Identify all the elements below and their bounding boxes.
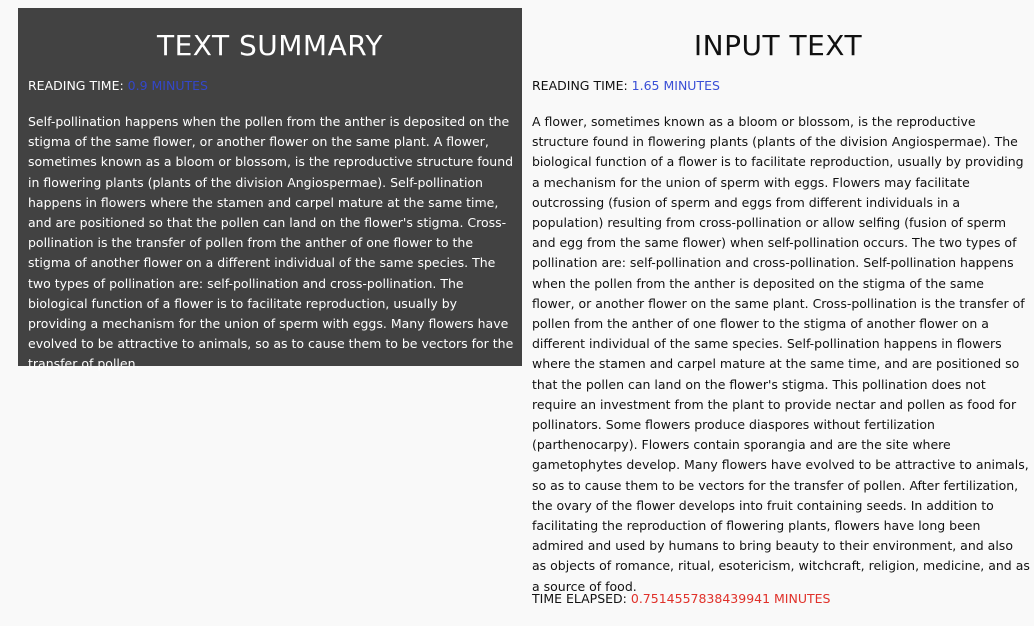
summary-title: TEXT SUMMARY <box>157 29 383 62</box>
time-elapsed-label: TIME ELAPSED: <box>532 591 627 606</box>
summary-reading-value: 0.9 MINUTES <box>127 78 208 93</box>
input-reading-label: READING TIME: <box>532 78 628 93</box>
summary-reading-label: READING TIME: <box>28 78 124 93</box>
time-elapsed <box>532 591 830 607</box>
time-elapsed-value: 0.7514557838439941 MINUTES <box>630 591 831 606</box>
summary-reading-time <box>28 78 208 94</box>
input-reading-value: 1.65 MINUTES <box>631 78 720 93</box>
input-reading-time <box>532 78 720 94</box>
input-title: INPUT TEXT <box>693 29 863 62</box>
input-text: A flower, sometimes known as a bloom or blossom, is the reproductive structure found in flowering plants (plants of the division Angiospermae). The biological function of a flower is to facilitate reproduction, usually by providing a mechanism for the union of sperm with eggs. Flowers may facilitate outcrossing (fusion of sperm and eggs from different individuals in a population) resulting from cross-pollination or allow selfing (fusion of sperm and egg from the same flower) when self-pollination occurs. The two types of pollination are: self-pollination and cross-pollination. Self-pollination happens when the pollen from the anther is deposited on the stigma of the same flower, or another flower on the same plant. Cross-pollination is the transfer of pollen from the anther of one flower to the stigma of another flower on a different individual of the same species. Self-pollination happens in flowers where the stamen and carpel mature at the same time, and are positioned so that the pollen can land on the flower's stigma. This pollination does not require an investment from the plant to provide nectar and pollen as food for pollinators. Some flowers produce diaspores without fertilization (parthenocarpy). Flowers contain sporangia and are the site where gametophytes develop. Many flowers have evolved to be attractive to animals, so as to cause them to be vectors for the transfer of pollen. After fertilization, the ovary of the flower develops into fruit containing seeds. In addition to facilitating the reproduction of flowering plants, flowers have long been admired and used by humans to bring beauty to their environment, and also as objects of romance, ritual, esotericism, witchcraft, religion, medicine, and as a source of food. <box>532 114 1030 594</box>
summary-text: Self-pollination happens when the pollen from the anther is deposited on the stigma of the same flower, or another flower on the same plant. A flower, sometimes known as a bloom or blossom, is the reproductive structure found in flowering plants (plants of the division Angiospermae). Self-pollination happens in flowers where the stamen and carpel mature at the same time, and are positioned so that the pollen can land on the flower's stigma. Cross-pollination is the transfer of pollen from the anther of one flower to the stigma of another flower on a different individual of the same species. The two types of pollination are: self-pollination and cross-pollination. The biological function of a flower is to facilitate reproduction, usually by providing a mechanism for the union of sperm with eggs. Many flowers have evolved to be attractive to animals, so as to cause them to be vectors for the transfer of pollen. <box>28 114 514 372</box>
summary-panel <box>18 8 522 372</box>
